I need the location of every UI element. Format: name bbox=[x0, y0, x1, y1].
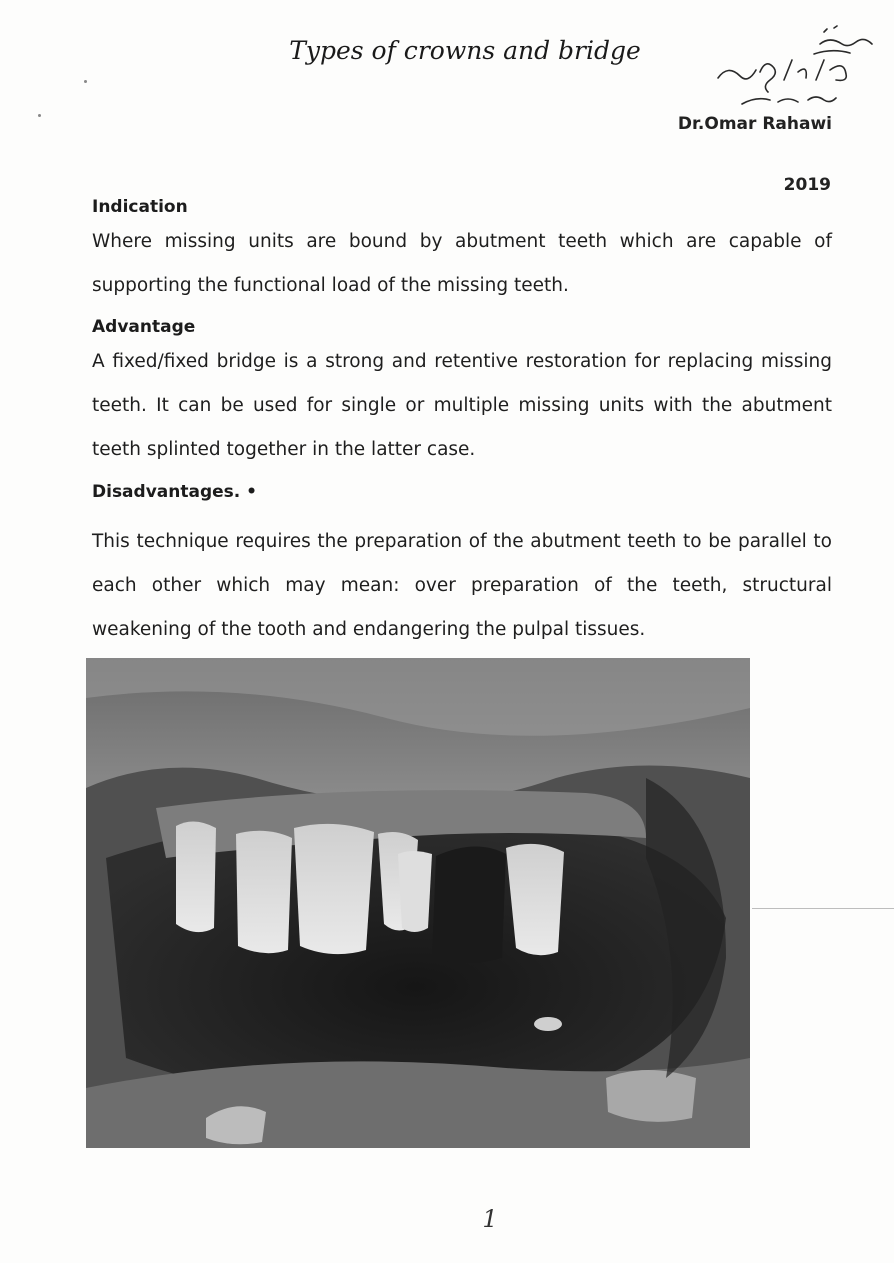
paragraph-advantage: A fixed/fixed bridge is a strong and retentive restoration for replacing missing teeth. It can be used for single or multiple missing units with the abutment teeth splinted together in the latter case. bbox=[92, 351, 832, 460]
intraoral-photo-illustration bbox=[86, 658, 750, 1148]
paragraph-indication: Where missing units are bound by abutment teeth which are capable of supporting the functional load of the missing teeth. bbox=[92, 231, 832, 296]
page-number: 1 bbox=[482, 1205, 498, 1233]
scan-artifact-line bbox=[752, 908, 894, 909]
heading-indication: Indication bbox=[92, 197, 188, 217]
handwritten-annotation bbox=[712, 18, 882, 110]
heading-disadvantages: Disadvantages. • bbox=[92, 482, 258, 502]
document-year: 2019 bbox=[783, 175, 831, 195]
document-title: Types of crowns and bridge bbox=[289, 36, 641, 65]
paragraph-disadvantages: This technique requires the preparation of the abutment teeth to be parallel to each other which may mean: over preparation of the teeth, structural weakening of the tooth and endangering the pulpal tissues. bbox=[92, 531, 832, 640]
author-name: Dr.Omar Rahawi bbox=[677, 114, 832, 134]
heading-advantage: Advantage bbox=[92, 317, 196, 337]
scan-speck bbox=[84, 80, 87, 83]
scan-speck bbox=[38, 114, 41, 117]
intraoral-photo bbox=[86, 658, 750, 1148]
